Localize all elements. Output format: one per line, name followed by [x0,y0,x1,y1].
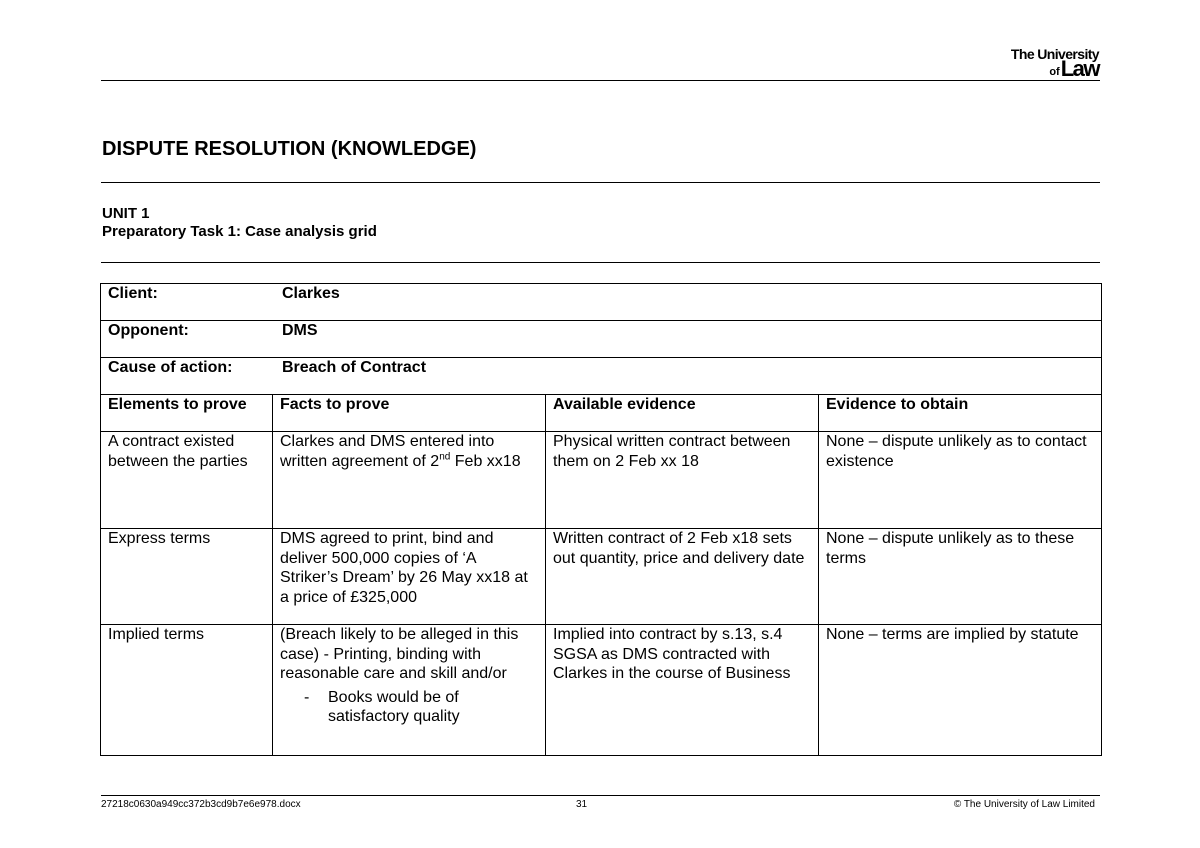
client-value: Clarkes [282,285,340,302]
evidence-cell: Implied into contract by s.13, s.4 SGSA as DMS contracted with Clarkes in the course of Business [546,625,819,756]
facts-cell: (Breach likely to be alleged in this case) - Printing, binding with reasonable care and skill and/or - Books would be of satisfactory quality [273,625,546,756]
facts-cell: Clarkes and DMS entered into written agreement of 2nd Feb xx18 [273,432,546,529]
footer-copyright: © The University of Law Limited [953,799,1095,810]
dash-bullet-mark: - [304,688,310,706]
cause-label: Cause of action: [108,359,233,376]
opponent-label: Opponent: [108,322,189,339]
col-header-available: Available evidence [546,395,819,432]
cause-value: Breach of Contract [282,359,427,376]
title-rule [101,182,1100,183]
opponent-value: DMS [282,322,318,339]
element-cell: A contract existed between the parties [101,432,273,529]
table-row [101,529,1102,625]
col-header-obtain: Evidence to obtain [819,395,1102,432]
logo-line1: The University [1010,46,1099,62]
element-cell: Implied terms [101,625,273,756]
logo-law: Law [1060,56,1099,81]
client-label: Client: [108,285,158,302]
university-logo [1011,47,1099,80]
facts-cell: DMS agreed to print, bind and deliver 500,000 copies of ‘A Striker’s Dream’ by 26 May xx18 at a price of £325,000 [273,529,546,625]
unit-label: UNIT 1 [102,205,150,222]
cause-row [101,358,1102,395]
element-cell: Express terms [101,529,273,625]
facts-bullet [280,688,538,727]
facts-bullet-text: Books would be of satisfactory quality [328,688,460,725]
opponent-row [101,321,1102,358]
logo-of: of [1049,66,1060,78]
evidence-cell: Physical written contract between them on 2 Feb xx 18 [546,432,819,529]
unit-rule [101,262,1100,263]
case-analysis-grid [100,283,1102,756]
table-row [101,432,1102,529]
unit-heading [102,205,377,241]
evidence-cell: Written contract of 2 Feb x18 sets out quantity, price and delivery date [546,529,819,625]
obtain-cell: None – terms are implied by statute [819,625,1102,756]
col-header-facts: Facts to prove [273,395,546,432]
obtain-cell: None – dispute unlikely as to these terms [819,529,1102,625]
col-header-elements: Elements to prove [101,395,273,432]
client-row [101,284,1102,321]
footer-filename: 27218c0630a949cc372b3cd9b7e6e978.docx [101,799,301,810]
obtain-cell: None – dispute unlikely as to contact existence [819,432,1102,529]
footer-page-number: 31 [576,799,588,810]
column-header-row [101,395,1102,432]
task-label: Preparatory Task 1: Case analysis grid [102,223,377,240]
page-title: DISPUTE RESOLUTION (KNOWLEDGE) [102,138,477,160]
footer-rule [101,795,1100,796]
header-rule [101,80,1100,81]
table-row [101,625,1102,756]
